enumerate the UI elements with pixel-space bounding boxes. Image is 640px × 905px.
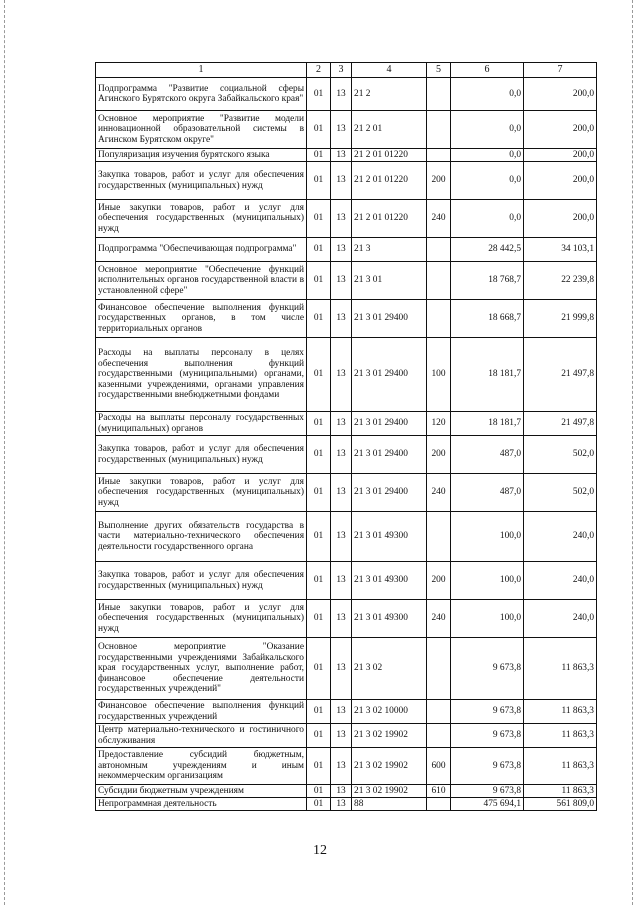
row-expense-type: 200 — [427, 162, 451, 200]
row-target-code: 88 — [352, 798, 427, 811]
row-target-code: 21 2 — [352, 78, 427, 111]
row-expense-type: 240 — [427, 600, 451, 638]
row-amount-2: 22 239,8 — [524, 262, 597, 300]
row-section: 01 — [307, 412, 331, 436]
row-amount-1: 9 673,8 — [451, 638, 524, 700]
row-subsection: 13 — [331, 238, 352, 262]
table-row — [96, 600, 597, 638]
row-name: Иные закупки товаров, работ и услуг для обеспечения государственных (муниципальных) нужд — [96, 474, 307, 512]
header-col-5: 5 — [427, 63, 451, 78]
row-target-code: 21 3 01 29400 — [352, 436, 427, 474]
row-amount-1: 18 181,7 — [451, 338, 524, 412]
row-section: 01 — [307, 300, 331, 338]
row-name: Финансовое обеспечение выполнения функций государственных органов, в том числе территориальных органов — [96, 300, 307, 338]
row-section: 01 — [307, 149, 331, 162]
row-amount-1: 100,0 — [451, 512, 524, 562]
row-subsection: 13 — [331, 78, 352, 111]
header-col-1: 1 — [96, 63, 307, 78]
row-target-code: 21 2 01 01220 — [352, 162, 427, 200]
row-amount-2: 502,0 — [524, 436, 597, 474]
row-section: 01 — [307, 474, 331, 512]
row-amount-2: 240,0 — [524, 600, 597, 638]
row-amount-1: 487,0 — [451, 436, 524, 474]
row-name: Подпрограмма "Развитие социальной сферы Агинского Бурятского округа Забайкальского края" — [96, 78, 307, 111]
row-section: 01 — [307, 748, 331, 785]
row-subsection: 13 — [331, 262, 352, 300]
row-target-code: 21 3 01 29400 — [352, 338, 427, 412]
row-target-code: 21 3 01 49300 — [352, 512, 427, 562]
row-amount-1: 487,0 — [451, 474, 524, 512]
row-section: 01 — [307, 512, 331, 562]
row-amount-2: 11 863,3 — [524, 700, 597, 724]
row-expense-type: 120 — [427, 412, 451, 436]
row-amount-1: 0,0 — [451, 111, 524, 149]
table-row — [96, 238, 597, 262]
table-row — [96, 200, 597, 238]
row-target-code: 21 3 — [352, 238, 427, 262]
table-row — [96, 512, 597, 562]
row-expense-type — [427, 300, 451, 338]
table-row — [96, 436, 597, 474]
row-amount-2: 11 863,3 — [524, 785, 597, 798]
row-name: Иные закупки товаров, работ и услуг для обеспечения государственных (муниципальных) нужд — [96, 200, 307, 238]
row-name: Закупка товаров, работ и услуг для обеспечения государственных (муниципальных) нужд — [96, 436, 307, 474]
row-amount-1: 18 668,7 — [451, 300, 524, 338]
table-row — [96, 700, 597, 724]
row-section: 01 — [307, 78, 331, 111]
row-subsection: 13 — [331, 474, 352, 512]
row-subsection: 13 — [331, 412, 352, 436]
row-amount-2: 11 863,3 — [524, 724, 597, 748]
row-target-code: 21 3 01 29400 — [352, 300, 427, 338]
row-target-code: 21 3 02 10000 — [352, 700, 427, 724]
header-col-4: 4 — [352, 63, 427, 78]
row-expense-type: 610 — [427, 785, 451, 798]
row-amount-2: 11 863,3 — [524, 748, 597, 785]
row-target-code: 21 3 01 — [352, 262, 427, 300]
row-amount-2: 561 809,0 — [524, 798, 597, 811]
row-name: Непрограммная деятельность — [96, 798, 307, 811]
row-name: Популяризация изучения бурятского языка — [96, 149, 307, 162]
row-amount-1: 100,0 — [451, 562, 524, 600]
row-section: 01 — [307, 262, 331, 300]
row-section: 01 — [307, 338, 331, 412]
row-expense-type — [427, 700, 451, 724]
row-target-code: 21 2 01 01220 — [352, 149, 427, 162]
header-col-2: 2 — [307, 63, 331, 78]
row-name: Финансовое обеспечение выполнения функций государственных учреждений — [96, 700, 307, 724]
row-subsection: 13 — [331, 111, 352, 149]
row-expense-type: 600 — [427, 748, 451, 785]
row-amount-1: 18 181,7 — [451, 412, 524, 436]
row-section: 01 — [307, 798, 331, 811]
header-col-7: 7 — [524, 63, 597, 78]
row-name: Подпрограмма "Обеспечивающая подпрограмма" — [96, 238, 307, 262]
row-amount-1: 28 442,5 — [451, 238, 524, 262]
budget-table — [95, 62, 597, 811]
page-edge-left — [4, 0, 6, 905]
row-name: Иные закупки товаров, работ и услуг для обеспечения государственных (муниципальных) нужд — [96, 600, 307, 638]
row-amount-1: 9 673,8 — [451, 748, 524, 785]
row-subsection: 13 — [331, 785, 352, 798]
table-row — [96, 338, 597, 412]
table-row — [96, 748, 597, 785]
row-subsection: 13 — [331, 162, 352, 200]
row-expense-type: 100 — [427, 338, 451, 412]
table-row — [96, 78, 597, 111]
row-subsection: 13 — [331, 724, 352, 748]
row-expense-type — [427, 262, 451, 300]
page-number: 12 — [313, 843, 327, 858]
row-section: 01 — [307, 238, 331, 262]
page-edge-right — [632, 0, 634, 905]
row-amount-1: 18 768,7 — [451, 262, 524, 300]
row-expense-type — [427, 798, 451, 811]
row-subsection: 13 — [331, 600, 352, 638]
row-amount-1: 0,0 — [451, 162, 524, 200]
row-target-code: 21 3 01 29400 — [352, 474, 427, 512]
row-target-code: 21 3 01 49300 — [352, 562, 427, 600]
row-name: Основное мероприятие "Обеспечение функций исполнительных органов государственной власти в установленной сфере" — [96, 262, 307, 300]
row-section: 01 — [307, 600, 331, 638]
table-row — [96, 162, 597, 200]
row-target-code: 21 3 02 19902 — [352, 724, 427, 748]
row-name: Предоставление субсидий бюджетным, автономным учреждениям и иным некоммерческим организациям — [96, 748, 307, 785]
row-amount-2: 200,0 — [524, 200, 597, 238]
row-amount-2: 502,0 — [524, 474, 597, 512]
row-amount-1: 0,0 — [451, 78, 524, 111]
row-section: 01 — [307, 724, 331, 748]
row-subsection: 13 — [331, 700, 352, 724]
row-target-code: 21 3 02 19902 — [352, 785, 427, 798]
row-amount-2: 200,0 — [524, 78, 597, 111]
row-amount-2: 21 999,8 — [524, 300, 597, 338]
row-expense-type: 240 — [427, 200, 451, 238]
table-header-row — [96, 63, 597, 78]
row-section: 01 — [307, 638, 331, 700]
row-name: Основное мероприятие "Развитие модели инновационной образовательной системы в Агинском Бурятском округе" — [96, 111, 307, 149]
row-name: Выполнение других обязательств государства в части материально-технического обеспечения деятельности государственного органа — [96, 512, 307, 562]
table-row — [96, 300, 597, 338]
row-expense-type — [427, 111, 451, 149]
row-target-code: 21 2 01 01220 — [352, 200, 427, 238]
row-subsection: 13 — [331, 200, 352, 238]
row-name: Закупка товаров, работ и услуг для обеспечения государственных (муниципальных) нужд — [96, 562, 307, 600]
row-target-code: 21 3 01 49300 — [352, 600, 427, 638]
row-target-code: 21 3 02 — [352, 638, 427, 700]
table-row — [96, 785, 597, 798]
row-subsection: 13 — [331, 512, 352, 562]
row-subsection: 13 — [331, 798, 352, 811]
row-amount-2: 11 863,3 — [524, 638, 597, 700]
row-name: Расходы на выплаты персоналу государственных (муниципальных) органов — [96, 412, 307, 436]
row-amount-2: 240,0 — [524, 562, 597, 600]
row-amount-1: 0,0 — [451, 149, 524, 162]
table-row — [96, 798, 597, 811]
row-expense-type: 200 — [427, 562, 451, 600]
header-col-6: 6 — [451, 63, 524, 78]
row-expense-type — [427, 724, 451, 748]
row-amount-2: 240,0 — [524, 512, 597, 562]
row-target-code: 21 2 01 — [352, 111, 427, 149]
row-expense-type: 240 — [427, 474, 451, 512]
row-section: 01 — [307, 785, 331, 798]
row-amount-1: 475 694,1 — [451, 798, 524, 811]
row-subsection: 13 — [331, 638, 352, 700]
row-amount-1: 100,0 — [451, 600, 524, 638]
row-expense-type — [427, 638, 451, 700]
table-row — [96, 474, 597, 512]
row-target-code: 21 3 01 29400 — [352, 412, 427, 436]
table-row — [96, 562, 597, 600]
row-amount-1: 9 673,8 — [451, 700, 524, 724]
row-section: 01 — [307, 562, 331, 600]
table-row — [96, 412, 597, 436]
row-subsection: 13 — [331, 748, 352, 785]
table-row — [96, 638, 597, 700]
row-amount-2: 200,0 — [524, 111, 597, 149]
row-subsection: 13 — [331, 338, 352, 412]
row-section: 01 — [307, 700, 331, 724]
row-name: Субсидии бюджетным учреждениям — [96, 785, 307, 798]
row-name: Расходы на выплаты персоналу в целях обеспечения выполнения функций государственными (муниципальными) органами, казенными учреждениями, органами управления государственными внебюджетными фондами — [96, 338, 307, 412]
row-name: Закупка товаров, работ и услуг для обеспечения государственных (муниципальных) нужд — [96, 162, 307, 200]
row-amount-2: 200,0 — [524, 162, 597, 200]
row-target-code: 21 3 02 19902 — [352, 748, 427, 785]
row-expense-type — [427, 512, 451, 562]
row-amount-1: 0,0 — [451, 200, 524, 238]
table-row — [96, 111, 597, 149]
row-subsection: 13 — [331, 436, 352, 474]
row-expense-type — [427, 78, 451, 111]
row-subsection: 13 — [331, 300, 352, 338]
row-amount-2: 34 103,1 — [524, 238, 597, 262]
row-amount-2: 200,0 — [524, 149, 597, 162]
row-name: Центр материально-технического и гостиничного обслуживания — [96, 724, 307, 748]
row-expense-type: 200 — [427, 436, 451, 474]
header-col-3: 3 — [331, 63, 352, 78]
row-subsection: 13 — [331, 562, 352, 600]
row-section: 01 — [307, 436, 331, 474]
row-amount-1: 9 673,8 — [451, 785, 524, 798]
table-row — [96, 149, 597, 162]
row-subsection: 13 — [331, 149, 352, 162]
row-section: 01 — [307, 162, 331, 200]
row-section: 01 — [307, 200, 331, 238]
table-row — [96, 262, 597, 300]
row-section: 01 — [307, 111, 331, 149]
row-amount-2: 21 497,8 — [524, 338, 597, 412]
row-expense-type — [427, 238, 451, 262]
table-row — [96, 724, 597, 748]
row-amount-2: 21 497,8 — [524, 412, 597, 436]
row-name: Основное мероприятие "Оказание государственными учреждениями Забайкальского края государственных услуг, выполнение работ, финансовое обеспечение деятельности государственных учреждений" — [96, 638, 307, 700]
row-amount-1: 9 673,8 — [451, 724, 524, 748]
row-expense-type — [427, 149, 451, 162]
